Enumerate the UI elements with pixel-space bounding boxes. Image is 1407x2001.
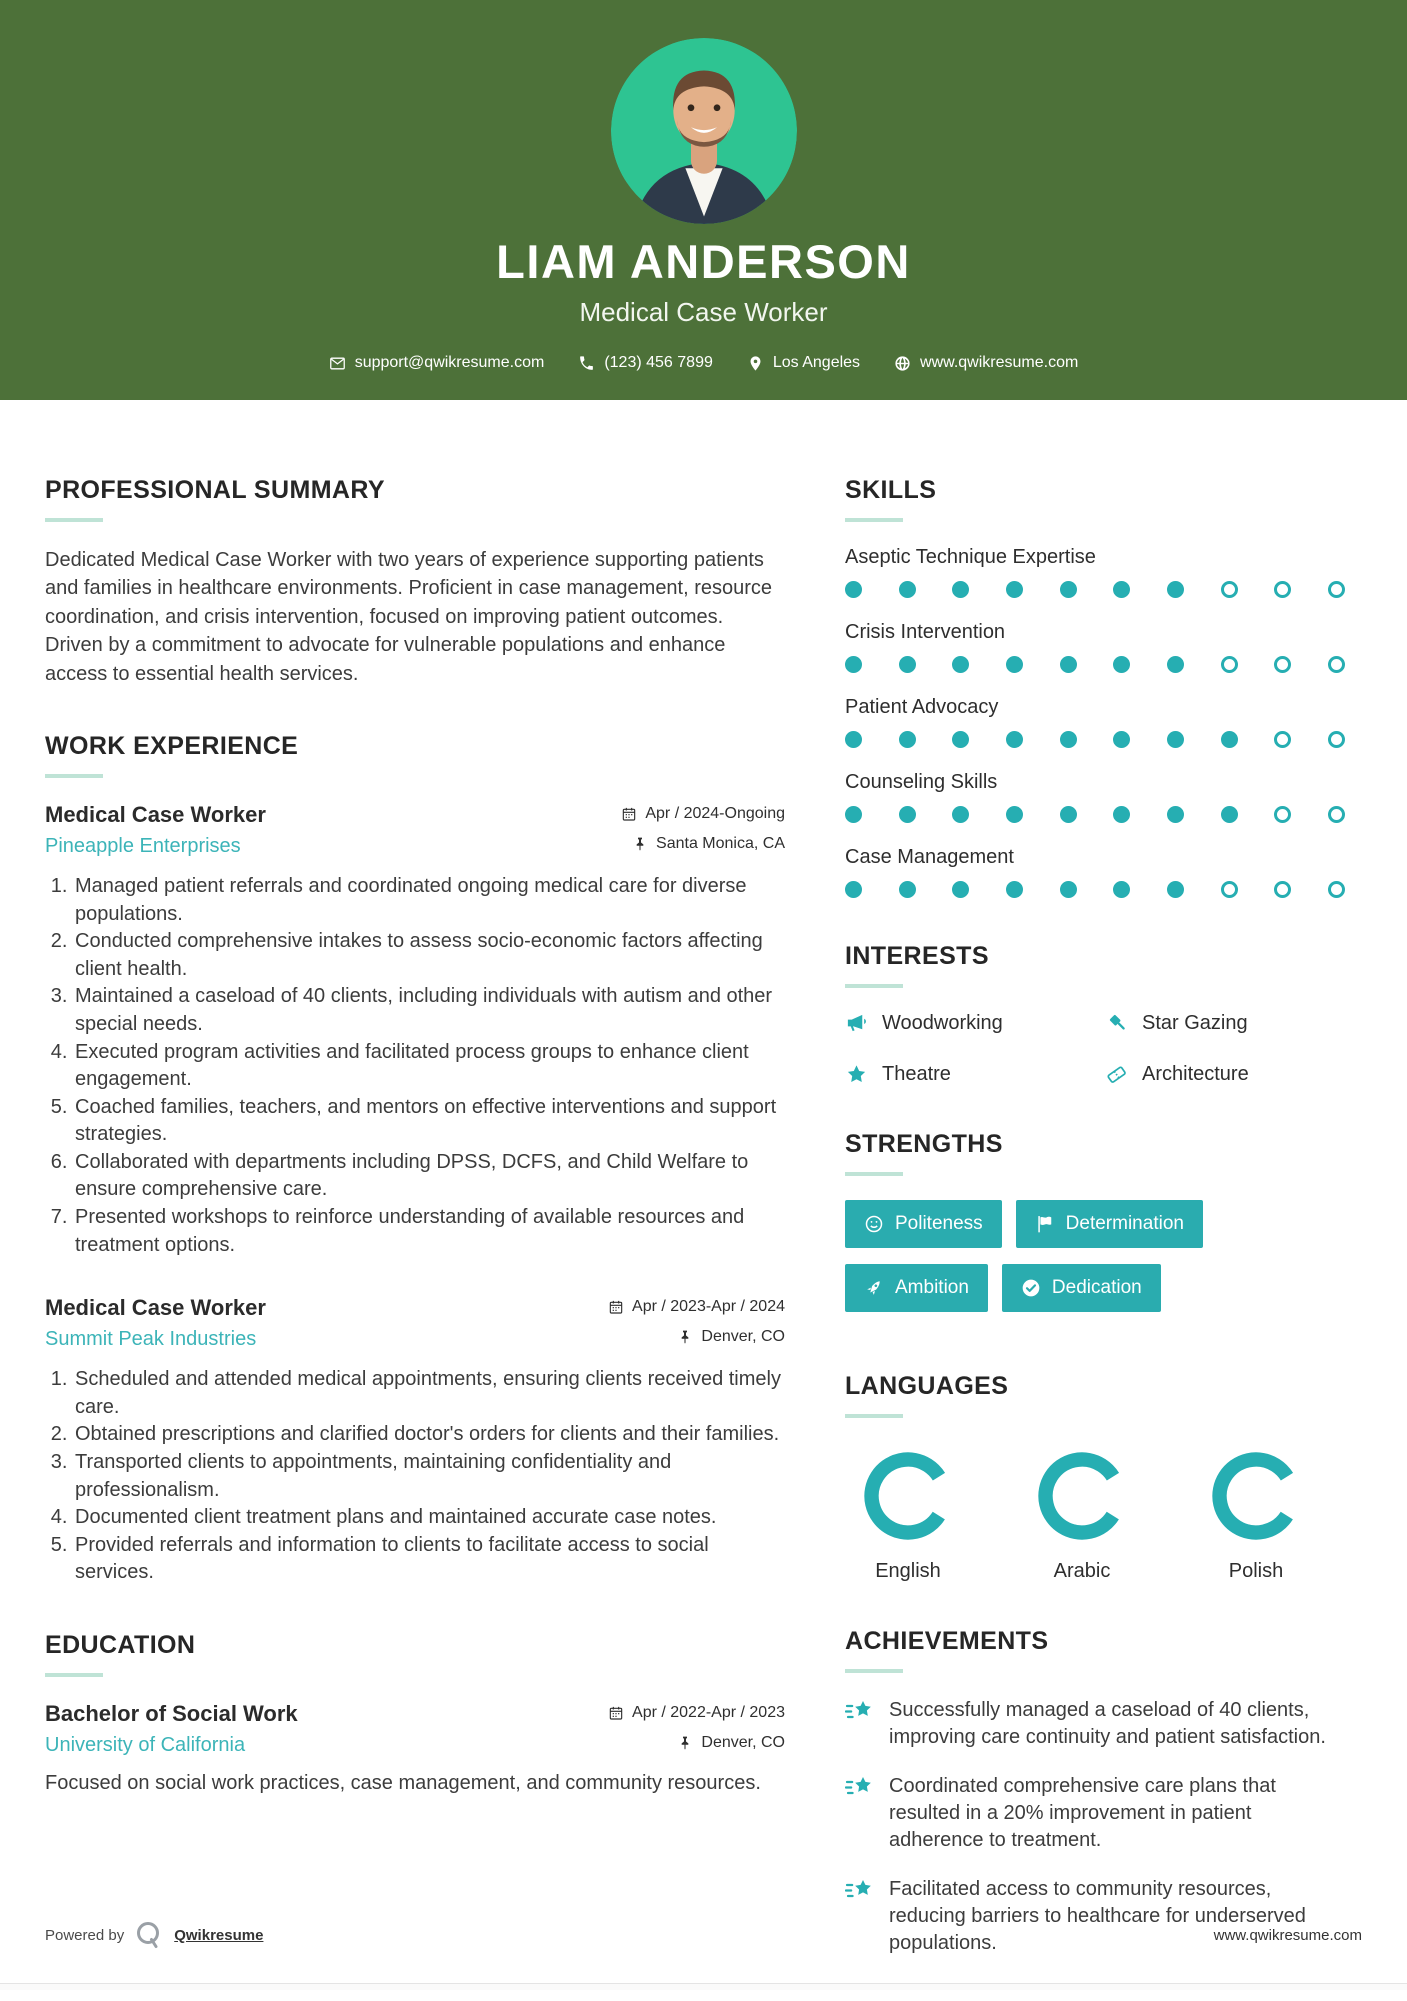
skill-name: Patient Advocacy bbox=[845, 696, 999, 718]
skill-dot bbox=[1167, 731, 1184, 748]
job-entry bbox=[45, 802, 785, 1259]
skill-name: Crisis Intervention bbox=[845, 621, 1006, 643]
person-job-title: Medical Case Worker bbox=[579, 297, 828, 327]
skill-dot bbox=[899, 656, 916, 673]
strength-badge: Ambition bbox=[845, 1264, 988, 1312]
skill-dot bbox=[1167, 656, 1184, 673]
right-column bbox=[845, 476, 1345, 2001]
skill-dot bbox=[1113, 806, 1130, 823]
achievements-heading: ACHIEVEMENTS bbox=[845, 1627, 1049, 1655]
skill-dot-rating bbox=[845, 731, 1345, 748]
skill-dot bbox=[1060, 881, 1077, 898]
skill-dot bbox=[1060, 656, 1077, 673]
skill-dot bbox=[845, 581, 862, 598]
skill-dot bbox=[1113, 656, 1130, 673]
skill-dot bbox=[899, 881, 916, 898]
qwikresume-logo-icon bbox=[134, 1920, 164, 1950]
language-name: English bbox=[875, 1560, 941, 1582]
section-strengths bbox=[845, 1130, 1345, 1328]
language-name: Polish bbox=[1228, 1560, 1284, 1582]
heading-underline bbox=[45, 1673, 103, 1677]
achievement-item: Facilitated access to community resources, reducing barriers to healthcare for underserved populations. bbox=[845, 1876, 1345, 1957]
summary-text: Dedicated Medical Case Worker with two years of experience supporting patients and families in healthcare environments. Proficient in case management, resource coordination, and crisis intervention, focused on improving patient outcomes. Driven by a commitment to advocate for vulnerable populations and enhance access to essential health services. bbox=[45, 549, 773, 685]
gavel-icon bbox=[1105, 1012, 1128, 1035]
skill-dot bbox=[899, 806, 916, 823]
job-dates: Apr / 2023-Apr / 2024 bbox=[608, 1298, 785, 1316]
job-entry bbox=[45, 1295, 785, 1587]
job-bullet: 2. Obtained prescriptions and clarified doctor's orders for clients and their families. bbox=[73, 1421, 785, 1449]
location-pin-icon bbox=[747, 355, 764, 372]
contact-row bbox=[0, 354, 1407, 372]
pushpin-icon bbox=[632, 836, 648, 852]
skill-dot bbox=[1113, 581, 1130, 598]
rocket-icon bbox=[864, 1278, 884, 1298]
heading-underline bbox=[45, 774, 103, 778]
language-name: Arabic bbox=[1053, 1560, 1111, 1582]
heading-underline bbox=[845, 1172, 903, 1176]
job-bullet: 4. Documented client treatment plans and maintained accurate case notes. bbox=[73, 1504, 785, 1532]
skill-dot bbox=[899, 731, 916, 748]
skill-dot bbox=[952, 881, 969, 898]
skill-dot bbox=[1221, 806, 1238, 823]
contact-location: Los Angeles bbox=[747, 354, 860, 372]
powered-by-label: Powered by bbox=[45, 1926, 125, 1944]
job-bullet-list bbox=[45, 873, 785, 1259]
skill-dot bbox=[845, 731, 862, 748]
skill-dot bbox=[952, 581, 969, 598]
shooting-star-icon bbox=[845, 1878, 875, 1904]
work-heading: WORK EXPERIENCE bbox=[45, 731, 299, 760]
section-education bbox=[45, 1631, 785, 1797]
job-company: Pineapple Enterprises bbox=[45, 834, 241, 857]
pushpin-icon bbox=[677, 1329, 693, 1345]
skill-dot bbox=[1113, 731, 1130, 748]
strength-badge: Dedication bbox=[1002, 1264, 1161, 1312]
star-icon bbox=[845, 1063, 868, 1086]
skill-dot bbox=[1006, 881, 1023, 898]
interests-heading: INTERESTS bbox=[845, 942, 989, 970]
section-languages bbox=[845, 1372, 1345, 1583]
calendar-icon bbox=[608, 1705, 624, 1721]
language-item bbox=[1019, 1448, 1145, 1583]
skill-dot bbox=[1060, 806, 1077, 823]
pushpin-icon bbox=[677, 1735, 693, 1751]
skill-dot bbox=[1328, 881, 1345, 898]
skill-dot bbox=[1006, 581, 1023, 598]
skill-dot bbox=[1006, 806, 1023, 823]
education-dates: Apr / 2022-Apr / 2023 bbox=[608, 1704, 785, 1722]
calendar-icon bbox=[621, 806, 637, 822]
person-name: LIAM ANDERSON bbox=[496, 235, 911, 288]
section-achievements bbox=[845, 1627, 1345, 1957]
skill-row bbox=[845, 621, 1345, 673]
skill-dot-rating bbox=[845, 881, 1345, 898]
job-bullet: 6. Collaborated with departments including DPSS, DCFS, and Child Welfare to ensure comprehensive care. bbox=[73, 1149, 785, 1204]
left-column bbox=[45, 476, 785, 2001]
megaphone-icon bbox=[845, 1012, 868, 1035]
achievement-item: Coordinated comprehensive care plans that resulted in a 20% improvement in patient adherence to treatment. bbox=[845, 1773, 1345, 1854]
calendar-icon bbox=[608, 1299, 624, 1315]
skill-dot bbox=[1006, 731, 1023, 748]
job-title: Medical Case Worker bbox=[45, 1295, 266, 1321]
contact-email[interactable]: support@qwikresume.com bbox=[329, 354, 545, 372]
job-location: Santa Monica, CA bbox=[632, 835, 785, 853]
skill-dot bbox=[1274, 656, 1291, 673]
education-description: Focused on social work practices, case management, and community resources. bbox=[45, 1772, 761, 1795]
language-item bbox=[1193, 1448, 1319, 1583]
skill-name: Counseling Skills bbox=[845, 771, 998, 793]
skills-heading: SKILLS bbox=[845, 476, 937, 504]
strength-badge: Determination bbox=[1016, 1200, 1203, 1248]
job-location: Denver, CO bbox=[677, 1328, 785, 1346]
phone-icon bbox=[578, 355, 595, 372]
job-bullet: 2. Conducted comprehensive intakes to assess socio-economic factors affecting client health. bbox=[73, 928, 785, 983]
job-bullet: 1. Managed patient referrals and coordinated ongoing medical care for diverse populations. bbox=[73, 873, 785, 928]
skill-row bbox=[845, 771, 1345, 823]
job-bullet: 3. Maintained a caseload of 40 clients, including individuals with autism and other special needs. bbox=[73, 983, 785, 1038]
interest-item: Star Gazing bbox=[1105, 1012, 1345, 1035]
job-bullet-list bbox=[45, 1366, 785, 1587]
skill-dot bbox=[952, 731, 969, 748]
summary-heading: PROFESSIONAL SUMMARY bbox=[45, 476, 385, 504]
job-company: Summit Peak Industries bbox=[45, 1328, 257, 1351]
section-interests bbox=[845, 942, 1345, 1086]
skill-dot bbox=[1274, 581, 1291, 598]
header-banner bbox=[0, 0, 1407, 400]
email-icon bbox=[329, 355, 346, 372]
skill-name: Case Management bbox=[845, 846, 1014, 868]
job-bullet: 1. Scheduled and attended medical appointments, ensuring clients received timely care. bbox=[73, 1366, 785, 1421]
skill-dot bbox=[899, 581, 916, 598]
skill-dot bbox=[845, 656, 862, 673]
skill-dot bbox=[845, 806, 862, 823]
shooting-star-icon bbox=[845, 1699, 875, 1725]
skill-dot-rating bbox=[845, 656, 1345, 673]
job-bullet: 3. Transported clients to appointments, maintaining confidentiality and professionalism. bbox=[73, 1449, 785, 1504]
job-bullet: 5. Provided referrals and information to clients to facilitate access to social services. bbox=[73, 1532, 785, 1587]
skill-dot bbox=[1274, 881, 1291, 898]
flag-icon bbox=[1035, 1214, 1055, 1234]
skill-dot bbox=[1221, 581, 1238, 598]
heading-underline bbox=[845, 1669, 903, 1673]
achievement-item: Successfully managed a caseload of 40 clients, improving care continuity and patient satisfaction. bbox=[845, 1697, 1345, 1751]
check-circle-icon bbox=[1021, 1278, 1041, 1298]
job-bullet: 7. Presented workshops to reinforce understanding of available resources and treatment options. bbox=[73, 1204, 785, 1259]
strength-badge: Politeness bbox=[845, 1200, 1002, 1248]
interest-item: Theatre bbox=[845, 1063, 1085, 1086]
language-donut bbox=[1208, 1448, 1304, 1544]
page-edge-strip bbox=[0, 1983, 1407, 1990]
skill-dot bbox=[1060, 581, 1077, 598]
skill-dot bbox=[1167, 581, 1184, 598]
language-item bbox=[845, 1448, 971, 1583]
skill-dot bbox=[952, 806, 969, 823]
smiley-icon bbox=[864, 1214, 884, 1234]
ticket-icon bbox=[1105, 1063, 1128, 1086]
education-location: Denver, CO bbox=[677, 1734, 785, 1752]
skill-dot bbox=[1221, 881, 1238, 898]
education-heading: EDUCATION bbox=[45, 1631, 196, 1660]
globe-icon bbox=[894, 355, 911, 372]
skill-dot-rating bbox=[845, 806, 1345, 823]
qwikresume-link[interactable]: Qwikresume bbox=[174, 1926, 264, 1944]
skill-dot bbox=[1113, 881, 1130, 898]
contact-website[interactable]: www.qwikresume.com bbox=[894, 354, 1078, 372]
skill-dot bbox=[952, 656, 969, 673]
skill-dot bbox=[1221, 731, 1238, 748]
profile-photo bbox=[611, 38, 797, 224]
skill-dot bbox=[1274, 731, 1291, 748]
section-professional-summary bbox=[45, 476, 785, 688]
skill-dot bbox=[1221, 656, 1238, 673]
footer-site-url: www.qwikresume.com bbox=[1213, 1926, 1362, 1944]
skill-dot bbox=[1328, 806, 1345, 823]
interest-item: Woodworking bbox=[845, 1012, 1085, 1035]
skill-dot bbox=[1006, 656, 1023, 673]
skill-dot bbox=[1167, 806, 1184, 823]
skill-name: Aseptic Technique Expertise bbox=[845, 546, 1096, 568]
job-title: Medical Case Worker bbox=[45, 801, 266, 827]
section-work-experience bbox=[45, 732, 785, 1587]
heading-underline bbox=[45, 518, 103, 522]
skill-dot bbox=[1328, 731, 1345, 748]
heading-underline bbox=[845, 1414, 903, 1418]
section-skills bbox=[845, 476, 1345, 898]
contact-phone[interactable]: (123) 456 7899 bbox=[578, 354, 713, 372]
skill-dot bbox=[1328, 656, 1345, 673]
language-donut bbox=[860, 1448, 956, 1544]
skill-dot bbox=[1060, 731, 1077, 748]
job-bullet: 4. Executed program activities and facilitated process groups to enhance client engagement. bbox=[73, 1039, 785, 1094]
degree-title: Bachelor of Social Work bbox=[45, 1701, 298, 1727]
skill-dot bbox=[1274, 806, 1291, 823]
heading-underline bbox=[845, 518, 903, 522]
skill-dot bbox=[1167, 881, 1184, 898]
job-bullet: 5. Coached families, teachers, and mentors on effective interventions and support strategies. bbox=[73, 1094, 785, 1149]
skill-row bbox=[845, 696, 1345, 748]
heading-underline bbox=[845, 984, 903, 988]
skill-dot bbox=[1328, 581, 1345, 598]
skill-row bbox=[845, 546, 1345, 598]
language-donut bbox=[1034, 1448, 1130, 1544]
school-name: University of California bbox=[45, 1734, 246, 1757]
skill-dot-rating bbox=[845, 581, 1345, 598]
page-footer bbox=[45, 1920, 1362, 1950]
profile-photo-illustration bbox=[611, 38, 797, 224]
skill-dot bbox=[845, 881, 862, 898]
interest-item: Architecture bbox=[1105, 1063, 1345, 1086]
strengths-heading: STRENGTHS bbox=[845, 1130, 1003, 1158]
skill-row bbox=[845, 846, 1345, 898]
languages-heading: LANGUAGES bbox=[845, 1372, 1009, 1400]
job-dates: Apr / 2024-Ongoing bbox=[621, 805, 785, 823]
shooting-star-icon bbox=[845, 1775, 875, 1801]
